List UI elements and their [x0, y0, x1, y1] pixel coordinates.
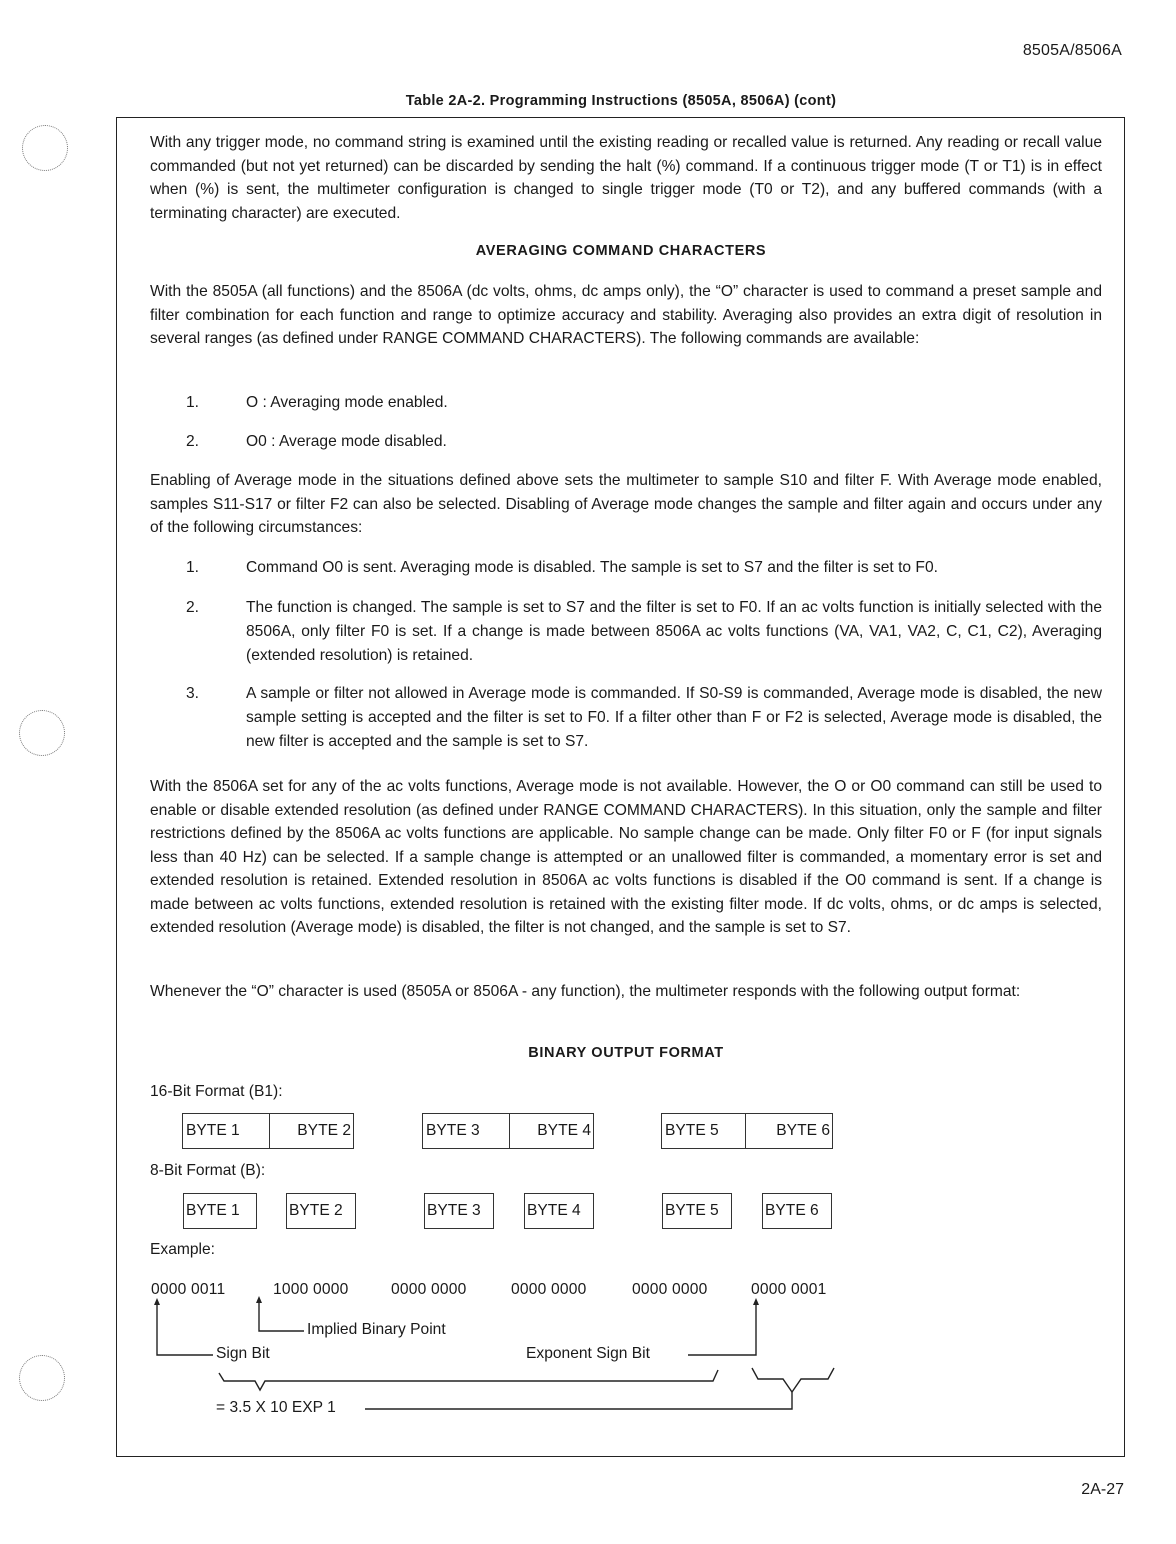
page-number: 2A-27: [1081, 1481, 1124, 1498]
binder-hole-top: [22, 125, 68, 171]
example-label: Example:: [150, 1241, 216, 1258]
list-text: The function is changed. The sample is set to S7 and the filter is set to F0. If an ac volts function is initially selected with the 8506A, only filter F0 is set. If a change is made between 8506A ac volts functions (VA, VA1, VA2, C, C1, C2), Averaging (extended resolution) is retained.: [246, 599, 1102, 664]
byte-box-6: BYTE 6: [762, 1193, 832, 1229]
byte-cell: BYTE 2: [297, 1122, 351, 1139]
list-number: 2.: [186, 599, 200, 616]
example-byte-4: 0000 0000: [511, 1281, 587, 1298]
example-byte-1: 0000 0011: [151, 1281, 226, 1298]
result-label: = 3.5 X 10 EXP 1: [216, 1399, 336, 1416]
sign-bit-label: Sign Bit: [216, 1345, 270, 1362]
enabling-paragraph: Enabling of Average mode in the situations defined above sets the multimeter to sample S10 and filter F. With Average mode enabled, samples S11-S17 or filter F2 can also be selected. Disabling of Average mode changes the sample and filter again and occurs under any of the following circumstances:: [150, 472, 1102, 536]
implied-binary-point-label: Implied Binary Point: [307, 1321, 446, 1338]
byte-pair-1-2: [182, 1113, 354, 1149]
byte-cell: BYTE 3: [423, 1114, 510, 1148]
averaging-heading: AVERAGING COMMAND CHARACTERS: [475, 243, 767, 259]
example-byte-3: 0000 0000: [391, 1281, 467, 1298]
byte-cell: BYTE 1: [183, 1114, 270, 1148]
list-number: 2.: [186, 433, 200, 450]
format-16-label: 16-Bit Format (B1):: [150, 1083, 283, 1100]
byte-cell: BYTE 6: [776, 1122, 830, 1139]
binary-output-heading: BINARY OUTPUT FORMAT: [528, 1045, 724, 1061]
list-text: O0 : Average mode disabled.: [246, 433, 447, 450]
ac-volts-paragraph: With the 8506A set for any of the ac volts functions, Average mode is not available. However, the O or O0 command can still be used to enable or disable extended resolution (as defined under RANGE COMMAND CHARACTERS). In this situation, only the sample and filter restrictions defined by the 8506A ac volts functions are applicable. No sample change can be made. Only filter F0 or F (for input signals less than 40 Hz) can be selected. If a sample change is attempted or an unallowed filter is commanded, a momentary error is set and extended resolution is retained. Extended resolution in 8506A ac volts functions is disabled if the O0 command is sent. If a change is made between ac volts functions, extended resolution is retained with the existing filter mode. If dc volts, ohms, or dc amps is selected, extended resolution (Average mode) is disabled, the filter is not changed, and the sample is set to S7.: [150, 778, 1102, 936]
byte-box-3: BYTE 3: [424, 1193, 494, 1229]
list-text: Command O0 is sent. Averaging mode is disabled. The sample is set to S7 and the filter is set to F0.: [246, 559, 938, 576]
byte-box-4: BYTE 4: [524, 1193, 594, 1229]
byte-pair-5-6: [661, 1113, 833, 1149]
document-id: 8505A/8506A: [1022, 42, 1122, 59]
list-text: O : Averaging mode enabled.: [246, 394, 448, 411]
exponent-sign-bit-label: Exponent Sign Bit: [526, 1345, 650, 1362]
list-text: A sample or filter not allowed in Average mode is commanded. If S0-S9 is commanded, Average mode is disabled, the new sample setting is accepted and the filter is set to F0. If a filter other than F or F2 is selected, Average mode is disabled, the new filter is accepted and the sample is set to S7.: [246, 685, 1102, 750]
intro-paragraph: With any trigger mode, no command string is examined until the existing reading or recalled value is returned. Any reading or recall value commanded (but not yet returned) can be discarded by sending the halt (%) command. If a continuous trigger mode (T or T1) is in effect when (%) is sent, the multimeter configuration is changed to single trigger mode (T0 or T2), and any buffered commands (with a terminating character) are executed.: [150, 134, 1102, 222]
list-number: 1.: [186, 559, 200, 576]
table-title: Table 2A-2. Programming Instructions (8505A, 8506A) (cont): [405, 93, 837, 109]
list-number: 1.: [186, 394, 200, 411]
example-byte-6: 0000 0001: [751, 1281, 827, 1298]
byte-box-2: BYTE 2: [286, 1193, 356, 1229]
example-byte-5: 0000 0000: [632, 1281, 708, 1298]
format-8-label: 8-Bit Format (B):: [150, 1162, 266, 1179]
example-byte-2: 1000 0000: [273, 1281, 349, 1298]
byte-cell: BYTE 5: [662, 1114, 746, 1148]
byte-pair-3-4: [422, 1113, 594, 1149]
byte-box-1: BYTE 1: [183, 1193, 257, 1229]
binder-hole-bottom: [19, 1355, 65, 1401]
list-number: 3.: [186, 685, 200, 702]
byte-cell: BYTE 4: [537, 1122, 591, 1139]
byte-box-5: BYTE 5: [662, 1193, 732, 1229]
averaging-paragraph: With the 8505A (all functions) and the 8506A (dc volts, ohms, dc amps only), the “O” character is used to command a preset sample and filter combination for each function and range to optimize accuracy and stability. Averaging also provides an extra digit of resolution in several ranges (as defined under RANGE COMMAND CHARACTERS). The following commands are available:: [150, 283, 1102, 347]
output-format-paragraph: Whenever the “O” character is used (8505A or 8506A - any function), the multimeter responds with the following output format:: [150, 983, 1021, 1000]
binder-hole-middle: [19, 710, 65, 756]
